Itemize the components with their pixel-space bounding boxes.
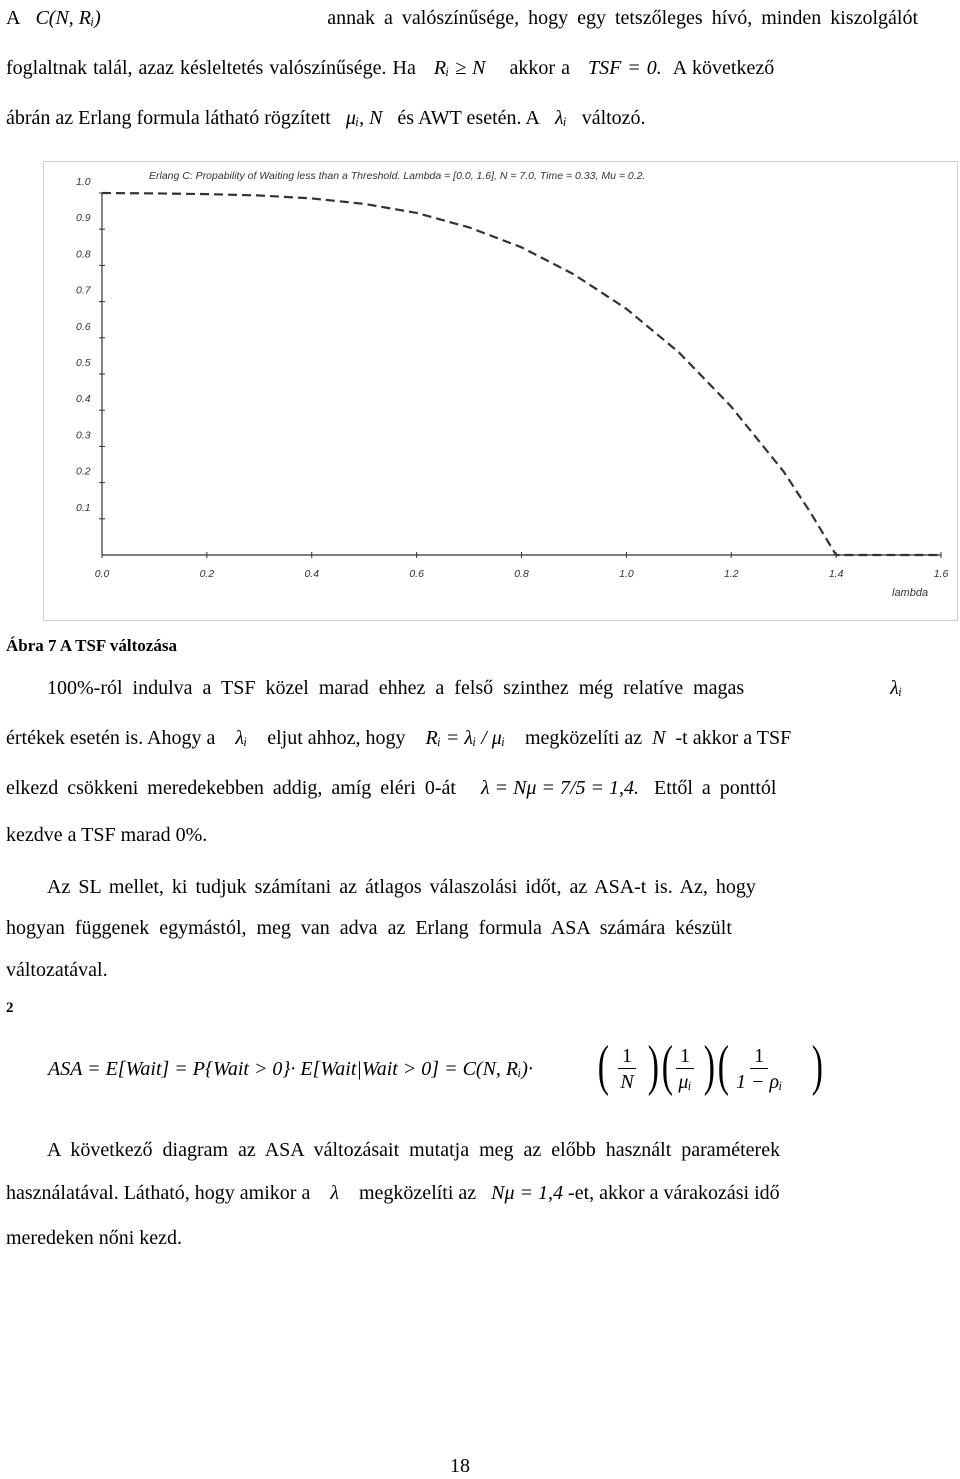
figure-caption: Ábra 7 A TSF változása (6, 636, 177, 655)
fraction-1-over-n (618, 1044, 636, 1095)
para2-line4: kezdve a TSF marad 0%. (6, 824, 208, 846)
text: eljut ahhoz, hogy (267, 727, 406, 749)
y-tick-label: 0.1 (76, 501, 91, 514)
text: akkor a (509, 57, 570, 79)
footnote-mark: 2 (6, 1000, 14, 1016)
y-tick-label: 0.6 (76, 320, 91, 333)
text: foglaltnak talál, azaz késleltetés valószínűsége. Ha (6, 57, 416, 79)
f3-num: 1 (750, 1044, 768, 1069)
text: A (6, 7, 21, 29)
formula-mu: μᵢ, N (345, 107, 383, 129)
tsf-chart (43, 161, 958, 621)
para1-line2 (6, 55, 918, 81)
para1-line3 (6, 105, 918, 131)
x-tick-label: 0.0 (94, 568, 110, 580)
paren-right: ) (703, 1035, 715, 1097)
y-tick-label: 0.4 (76, 393, 91, 406)
y-tick-label: 0.8 (76, 248, 91, 261)
para3-line2: hogyan függenek egymástól, meg van adva az Erlang formula ASA számára készült (6, 917, 732, 939)
text: elkezd csökkeni meredekebben addig, amíg eléri 0-át (6, 777, 456, 799)
x-tick-label: 1.0 (619, 568, 634, 580)
text: és AWT esetén. A (397, 107, 540, 129)
para3-line1: Az SL mellet, ki tudjuk számítani az átlagos válaszolási időt, az ASA-t is. Az, hogy (47, 876, 756, 898)
x-tick-label: 0.8 (514, 568, 529, 580)
text: -et, akkor a várakozási idő (568, 1182, 780, 1204)
para4-line3: meredeken nőni kezd. (6, 1227, 183, 1249)
para4-line2 (6, 1180, 918, 1206)
formula-lambda: λ (330, 1182, 339, 1204)
para3-line3: változatával. (6, 959, 108, 981)
formula-lambda-eq: λ = Nμ = 7/5 = 1,4. (480, 777, 640, 799)
formula-cond: Rᵢ ≥ N (433, 57, 486, 79)
formula-lambda: λᵢ (554, 107, 567, 129)
series-line (102, 193, 941, 555)
text: értékek esetén is. Ahogy a (6, 727, 216, 749)
f1-num: 1 (618, 1044, 636, 1069)
chart-title: Erlang C: Propability of Waiting less than a Threshold. Lambda = [0.0, 1.6], N = 7.0, Time = 0.33, Mu = 0.2. (149, 170, 646, 182)
formula-n: N (652, 727, 666, 749)
text: 100%-ról indulva a TSF közel marad ehhez a felső szinthez még relatíve magas (47, 677, 745, 699)
para2-line1 (47, 675, 902, 701)
formula-c: C(N, Rᵢ) (35, 7, 101, 29)
x-tick-label: 0.2 (199, 568, 215, 580)
formula-nmu: Nμ = 1,4 (491, 1182, 564, 1204)
para2-line2 (6, 725, 918, 751)
paren-right: ) (647, 1035, 659, 1097)
x-tick-label: 1.2 (723, 568, 739, 580)
y-tick-label: 0.7 (76, 284, 91, 297)
text: -t akkor a TSF (675, 727, 792, 749)
formula-tsf: TSF = 0. (587, 57, 662, 79)
x-axis-label: lambda (892, 587, 929, 599)
y-tick-label: 1.0 (76, 176, 91, 188)
fraction-1-over-mu (676, 1044, 694, 1095)
page-number: 18 (450, 1455, 470, 1477)
text: használatával. Látható, hogy amikor a (6, 1182, 311, 1204)
f2-num: 1 (676, 1044, 694, 1069)
equation-lhs: ASA = E[Wait] = P{Wait > 0}· E[Wait|Wait > 0] = C(N, Rᵢ)· (48, 1058, 533, 1080)
x-tick-label: 1.4 (828, 568, 844, 580)
y-tick-label: 0.3 (76, 429, 91, 442)
y-tick-label: 0.5 (76, 357, 91, 369)
paren-right: ) (811, 1035, 823, 1097)
para4-line1: A következő diagram az ASA változásait mutatja meg az előbb használt paraméterek (47, 1139, 781, 1161)
y-tick-label: 0.2 (76, 465, 91, 478)
f3-den: 1 − ρᵢ (736, 1071, 783, 1093)
text: ábrán az Erlang formula látható rögzített (6, 107, 331, 129)
text: A következő (672, 57, 775, 79)
paren-left: ( (597, 1035, 609, 1097)
chart-svg (44, 162, 957, 620)
formula-r: Rᵢ = λᵢ / μᵢ (425, 727, 505, 749)
asa-equation (48, 1030, 908, 1120)
text: Ettől a ponttól (654, 777, 777, 799)
paren-left: ( (717, 1035, 729, 1097)
x-tick-label: 0.4 (304, 568, 320, 580)
text: annak a valószínűsége, hogy egy tetszőleges hívó, minden kiszolgálót (327, 7, 918, 29)
formula-lambda: λᵢ (890, 677, 902, 699)
text: megközelíti az (359, 1182, 477, 1204)
text: változó. (581, 107, 646, 129)
fraction-1-over-1-rho (736, 1044, 782, 1095)
para1-line1 (6, 5, 918, 31)
para2-line3 (6, 775, 918, 801)
f2-den: μᵢ (678, 1071, 692, 1093)
y-tick-label: 0.9 (76, 212, 91, 225)
x-tick-label: 0.6 (409, 568, 424, 580)
formula-lambda: λᵢ (235, 727, 248, 749)
paren-left: ( (661, 1035, 673, 1097)
x-tick-label: 1.6 (933, 568, 949, 580)
text: megközelíti az (524, 727, 643, 749)
f1-den: N (620, 1071, 634, 1093)
